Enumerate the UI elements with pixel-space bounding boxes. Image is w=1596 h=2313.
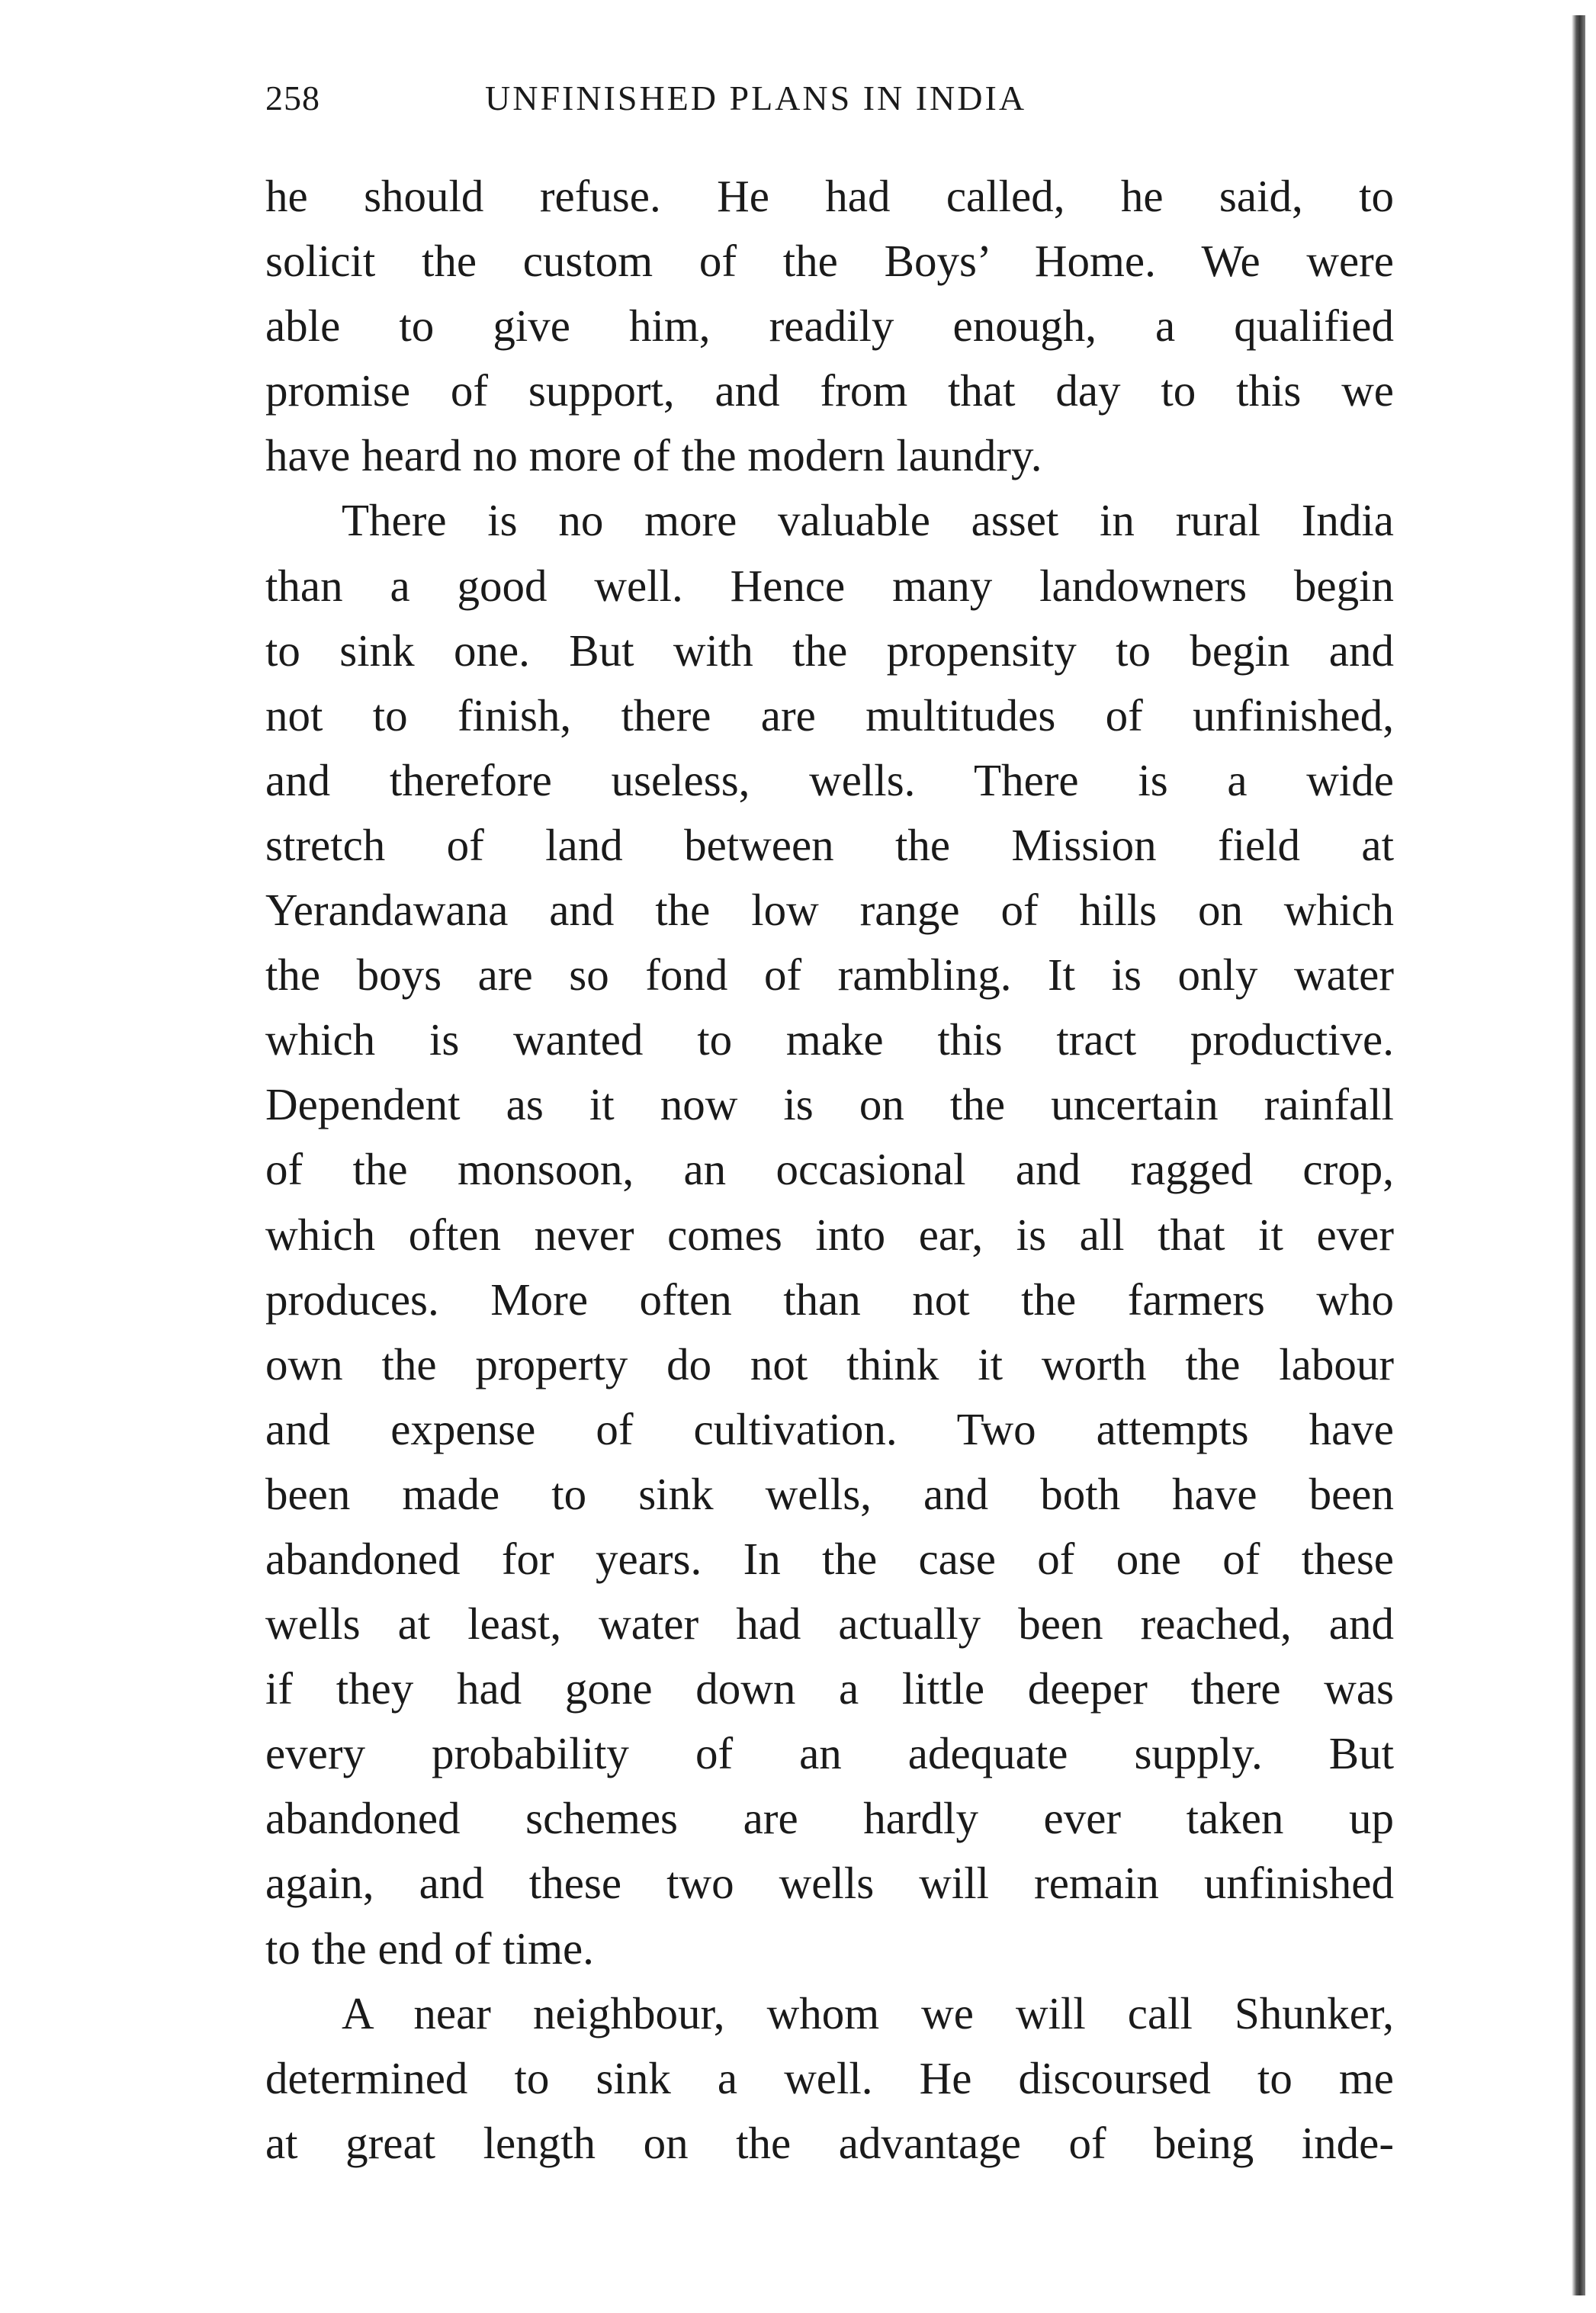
- text-line: he should refuse. He had called, he said, to: [265, 171, 1394, 221]
- text-line: than a good well. Hence many landowners begin: [265, 560, 1394, 611]
- text-line: not to finish, there are multitudes of unfinished,: [265, 689, 1394, 740]
- text-line: been made to sink wells, and both have been: [265, 1468, 1394, 1519]
- text-line: and expense of cultivation. Two attempts have: [265, 1403, 1394, 1454]
- body-text: [265, 164, 1394, 2176]
- text-line: promise of support, and from that day to this we: [265, 365, 1394, 416]
- text-line: determined to sink a well. He discoursed to me: [265, 2052, 1394, 2103]
- text-line: own the property do not think it worth the labour: [265, 1338, 1394, 1389]
- text-line: and therefore useless, wells. There is a wide: [265, 754, 1394, 805]
- text-line: at great length on the advantage of being inde-: [265, 2117, 1394, 2168]
- running-head: [265, 78, 1394, 124]
- text-line: Yerandawana and the low range of hills on which: [265, 885, 1394, 936]
- text-line: stretch of land between the Mission field at: [265, 819, 1394, 870]
- text-line: if they had gone down a little deeper there was: [265, 1663, 1394, 1714]
- text-line: have heard no more of the modern laundry.: [265, 430, 1042, 481]
- text-line: abandoned schemes are hardly ever taken up: [265, 1793, 1394, 1844]
- text-line: produces. More often than not the farmers who: [265, 1274, 1394, 1325]
- text-line: to sink one. But with the propensity to begin and: [265, 625, 1394, 676]
- text-line: wells at least, water had actually been reached, and: [265, 1598, 1394, 1650]
- text-line: A near neighbour, whom we will call Shunker,: [342, 1987, 1394, 2038]
- text-line: Dependent as it now is on the uncertain rainfall: [265, 1079, 1394, 1130]
- text-line: again, and these two wells will remain unfinished: [265, 1858, 1394, 1909]
- binding-edge: [1572, 15, 1585, 2295]
- running-title: UNFINISHED PLANS IN INDIA: [485, 79, 1027, 117]
- text-line: every probability of an adequate supply. But: [265, 1728, 1394, 1779]
- page-number: 258: [265, 79, 320, 117]
- text-line: which often never comes into ear, is all that it ever: [265, 1209, 1394, 1260]
- text-line: able to give him, readily enough, a qualified: [265, 300, 1394, 352]
- text-line: which is wanted to make this tract productive.: [265, 1014, 1394, 1065]
- text-line: to the end of time.: [265, 1923, 594, 1974]
- text-line: solicit the custom of the Boys’ Home. We were: [265, 236, 1394, 287]
- text-line: There is no more valuable asset in rural India: [342, 495, 1394, 546]
- text-line: the boys are so fond of rambling. It is only water: [265, 949, 1394, 1001]
- text-line: of the monsoon, an occasional and ragged crop,: [265, 1144, 1394, 1195]
- text-line: abandoned for years. In the case of one of these: [265, 1533, 1394, 1584]
